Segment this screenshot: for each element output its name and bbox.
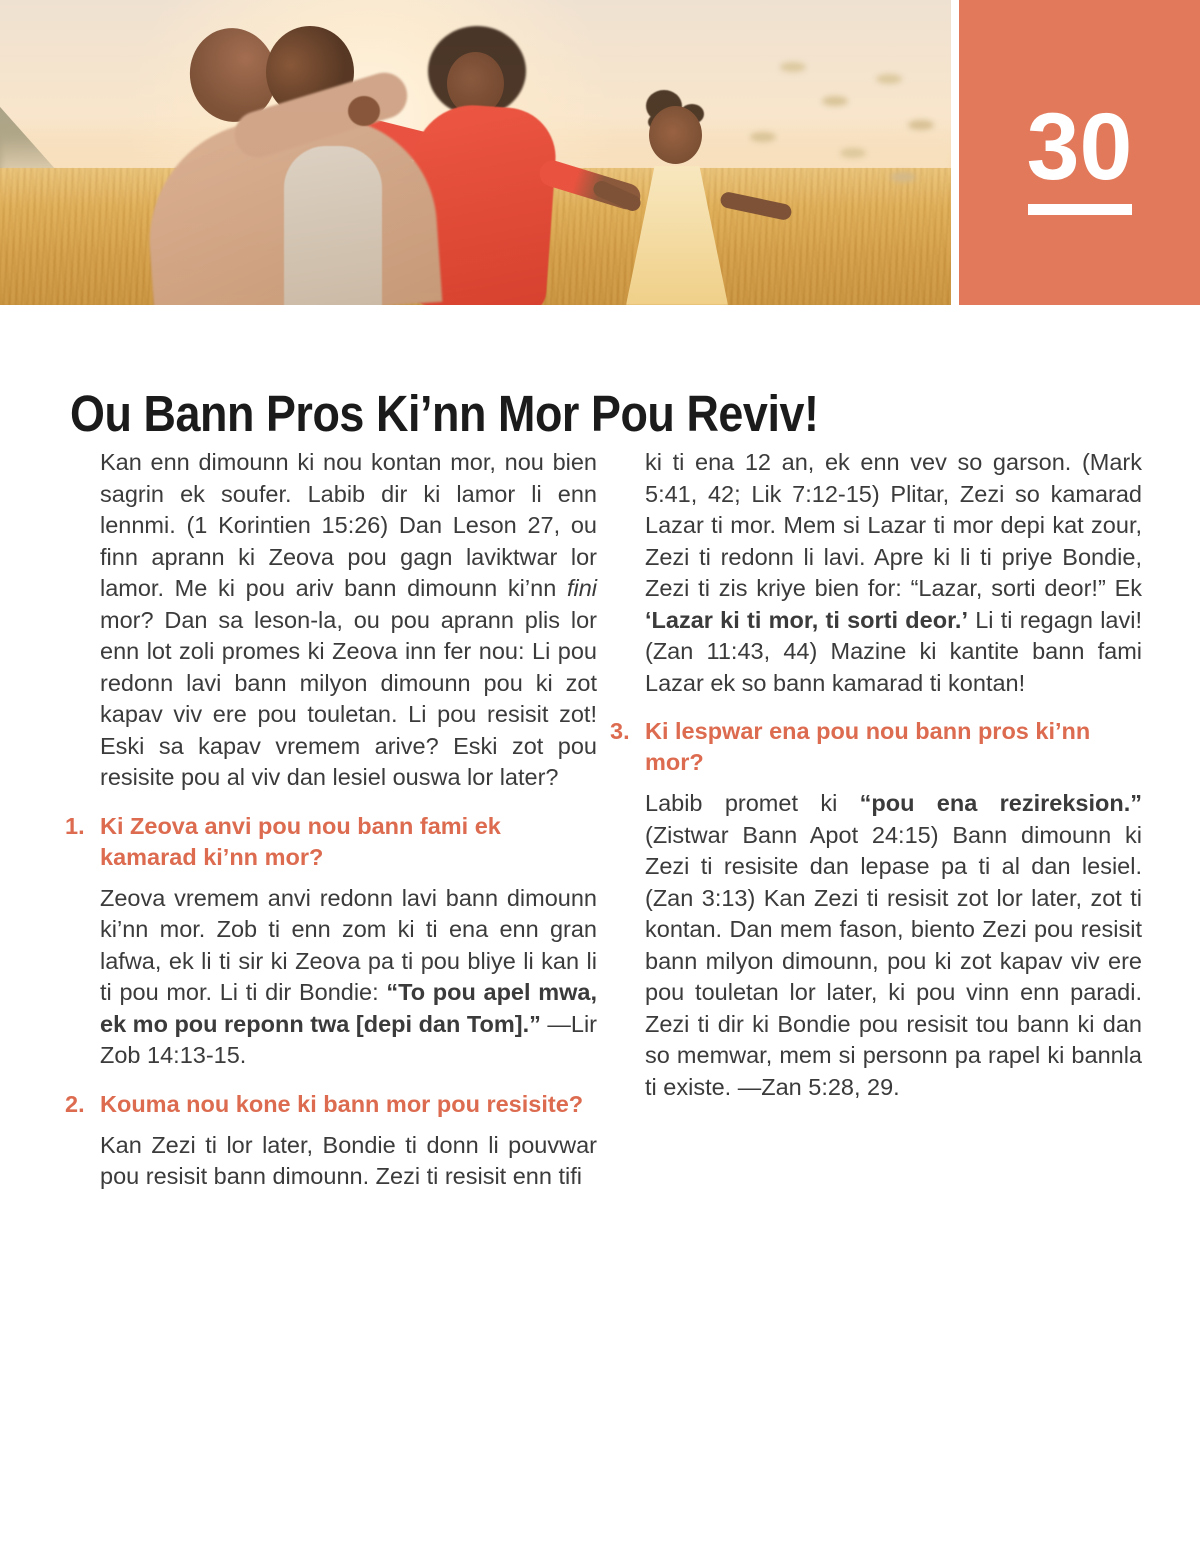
text-run-bold: “To pou apel mwa, ek mo pou reponn twa [depi dan Tom].” bbox=[100, 979, 597, 1037]
question-number: 2. bbox=[65, 1090, 85, 1117]
text-run-italic: fini bbox=[566, 575, 597, 601]
body-paragraph bbox=[100, 447, 597, 794]
text-run-normal: Labib promet ki bbox=[645, 790, 860, 816]
question-heading bbox=[65, 1089, 597, 1120]
question-text: Kouma nou kone ki bann mor pou resisite? bbox=[100, 1090, 584, 1117]
question-heading bbox=[65, 811, 597, 873]
right-column bbox=[610, 447, 1142, 1116]
question-number: 1. bbox=[65, 812, 85, 839]
text-run-bold: ‘Lazar ki ti mor, ti sorti deor.’ bbox=[645, 606, 968, 633]
left-column bbox=[65, 447, 597, 1206]
text-run-normal: Zeova vremem anvi redonn lavi bann dimounn ki’nn mor. Zob ti enn zom ki ti ena enn gran lafwa, ek li ti sir ki Zeova pa ti pou bliye li kan li ti pou mor. Li ti dir Bondie: bbox=[100, 884, 597, 1005]
text-run-normal: (Zistwar Bann Apot 24:15) Bann dimounn ki Zezi ti resisite dan lepase pa ti al dan lesiel. (Zan 3:13) Kan Zezi ti resisit zot lor later, zot ti kontan. Dan mem fason, biento Zezi pou resisit bann milyon dimounn, pou ki zot kapav viv ere pou touletan lor later, ki pou vinn enn paradi. Zezi ti dir ki Bondie pou resisit tou bann ki dan so memwar, mem si personn pa rapel ki bannla ti existe. —Zan 5:28, 29. bbox=[645, 821, 1142, 1100]
text-run-normal: Li ti regagn lavi! (Zan 11:43, 44) Mazine ki kantite bann fami Lazar ek so bann kamarad ti kontan! bbox=[645, 606, 1142, 696]
question-heading bbox=[610, 716, 1142, 778]
body-paragraph bbox=[100, 883, 597, 1072]
text-run-normal: Kan Zezi ti lor later, Bondie ti donn li pouvwar pou resisit bann dimounn. Zezi ti resisit enn tifi bbox=[100, 1131, 597, 1189]
body-paragraph bbox=[645, 447, 1142, 699]
photo-warm-overlay bbox=[0, 0, 951, 305]
page-title: Ou Bann Pros Ki’nn Mor Pou Reviv! bbox=[70, 385, 819, 443]
body-paragraph bbox=[645, 788, 1142, 1103]
lesson-number: 30 bbox=[1026, 94, 1133, 200]
text-run-bold: “pou ena rezireksion.” bbox=[859, 790, 1142, 816]
question-text: Ki Zeova anvi pou nou bann fami ek kamarad ki’nn mor? bbox=[100, 812, 501, 870]
body-paragraph bbox=[100, 1130, 597, 1193]
text-run-normal: —Lir Zob 14:13-15. bbox=[100, 1010, 597, 1068]
header-photo bbox=[0, 0, 951, 305]
text-run-normal: mor? Dan sa leson-la, ou pou aprann plis lor enn lot zoli promes ki Zeova inn fer nou: Li pou redonn lavi bann milyon dimounn pou ki zot kapav viv ere pou touletan. Li pou resisit zot! Eski sa kapav vremem arive? Eski zot pou resisite pou al viv dan lesiel ouswa lor later? bbox=[100, 606, 597, 790]
question-number: 3. bbox=[610, 718, 630, 744]
body-columns bbox=[65, 447, 1142, 1206]
text-run-normal: Kan enn dimounn ki nou kontan mor, nou bien sagrin ek soufer. Labib dir ki lamor li enn lennmi. (1 Korintien 15:26) Dan Leson 27, ou finn aprann ki Zeova pou gagn laviktwar lor lamor. Me ki pou ariv bann dimounn ki’nn bbox=[100, 449, 597, 601]
text-run-normal: ki ti ena 12 an, ek enn vev so garson. (Mark 5:41, 42; Lik 7:12-15) Plitar, Zezi so kamarad Lazar ti mor. Mem si Lazar ti mor depi kat zour, Zezi ti redonn li lavi. Apre ki li ti priye Bondie, Zezi ti zis kriye bien for: “Lazar, sorti deor!” Ek bbox=[645, 449, 1142, 601]
lesson-number-block bbox=[959, 0, 1200, 305]
lesson-number-underline bbox=[1028, 204, 1132, 215]
question-text: Ki lespwar ena pou nou bann pros ki’nn mor? bbox=[645, 718, 1091, 775]
